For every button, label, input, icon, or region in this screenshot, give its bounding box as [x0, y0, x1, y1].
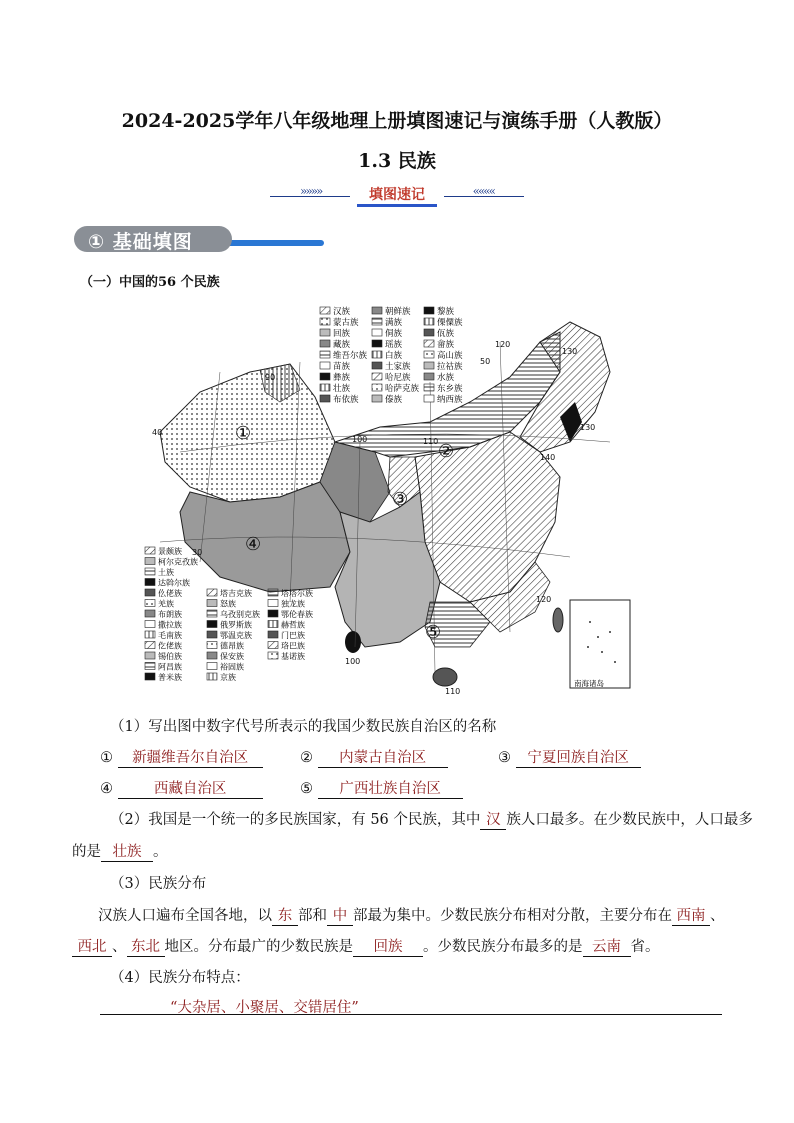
legend-swatch — [372, 384, 382, 391]
banner-underline — [357, 204, 437, 207]
legend-label: 柯尔克孜族 — [158, 557, 198, 567]
legend-swatch — [268, 652, 278, 659]
banner-arrows-right-icon: «««« — [472, 184, 494, 198]
legend-swatch — [372, 307, 382, 314]
legend-swatch — [145, 610, 155, 617]
coord-label: 50 — [480, 357, 491, 366]
legend-swatch — [145, 673, 155, 680]
legend-label: 朝鲜族 — [385, 307, 411, 317]
legend-swatch — [424, 329, 434, 336]
legend-swatch — [320, 351, 330, 358]
legend-swatch — [320, 340, 330, 347]
legend-label: 哈尼族 — [385, 373, 411, 383]
q3-text: 汉族人口遍布全国各地，以 — [98, 908, 272, 924]
legend-label: 畲族 — [437, 340, 455, 350]
map-marker-4: ④ — [245, 534, 262, 555]
question-3-title: （3）民族分布 — [110, 876, 207, 892]
answer-blank: 东北 — [127, 935, 165, 957]
map-marker-3: ③ — [392, 489, 409, 510]
legend-swatch — [268, 631, 278, 638]
q2-text: 族人口最多。在少数民族中，人口最多 — [506, 812, 753, 828]
legend-label: 满族 — [385, 318, 403, 328]
q3-text: 省。 — [630, 939, 660, 955]
answer-blank: 宁夏回族自治区 — [516, 746, 641, 768]
legend-label: 普米族 — [158, 673, 182, 682]
legend-swatch — [207, 631, 217, 638]
question-3-line-2 — [72, 935, 660, 957]
legend-label: 景颇族 — [158, 547, 182, 556]
legend-swatch — [320, 373, 330, 380]
legend-swatch — [372, 373, 382, 380]
legend-label: 撒拉族 — [158, 620, 182, 630]
legend-label: 锡伯族 — [158, 652, 182, 661]
legend-swatch — [268, 621, 278, 628]
legend-label: 塔塔尔族 — [281, 589, 313, 598]
legend-swatch — [207, 663, 217, 670]
legend-label: 东乡族 — [437, 384, 463, 394]
ethnic-map-svg — [140, 302, 640, 694]
q2-text: （2）我国是一个统一的多民族国家，有 56 个民族，其中 — [110, 812, 481, 828]
answer-blank: 壮族 — [101, 840, 153, 862]
q3-text: 地区。分布最广的少数民族是 — [164, 939, 353, 955]
legend-label: 怒族 — [220, 599, 236, 609]
legend-label: 回族 — [333, 329, 351, 339]
q3-text: 、 — [710, 908, 725, 924]
answer-num: ⑤ — [300, 781, 313, 797]
legend-swatch — [207, 642, 217, 649]
legend-label: 毛南族 — [158, 631, 182, 640]
legend-swatch — [424, 362, 434, 369]
legend-swatch — [424, 384, 434, 391]
legend-label: 布朗族 — [158, 610, 182, 619]
coord-label: 100 — [345, 657, 361, 666]
legend-swatch — [372, 340, 382, 347]
legend-label: 鄂伦春族 — [281, 610, 313, 619]
coord-label: 140 — [540, 453, 556, 462]
legend-label: 维吾尔族 — [333, 351, 368, 361]
legend-top — [320, 306, 463, 405]
legend-swatch — [207, 610, 217, 617]
legend-swatch — [268, 642, 278, 649]
section-tab-label: ① 基础填图 — [88, 231, 193, 253]
legend-label: 基诺族 — [281, 652, 305, 661]
answer-blank: 西藏自治区 — [118, 777, 263, 799]
legend-swatch — [320, 395, 330, 402]
answer-blank: 汉 — [480, 808, 506, 830]
coord-label: 110 — [423, 437, 439, 446]
coord-label: 120 — [536, 595, 552, 604]
legend-swatch — [424, 373, 434, 380]
page-title: 2024-2025学年八年级地理上册填图速记与演练手册（人教版） — [121, 110, 673, 132]
answer-blank: 广西壮族自治区 — [318, 777, 463, 799]
legend-label: 苗族 — [333, 362, 351, 372]
inset-frame — [570, 600, 630, 688]
legend-swatch — [145, 579, 155, 586]
q3-text: 。少数民族分布最多的是 — [423, 939, 583, 955]
coord-label: 90 — [265, 373, 276, 382]
legend-label: 土族 — [158, 568, 174, 577]
answer-item-3 — [498, 746, 641, 768]
legend-swatch — [268, 600, 278, 607]
legend-label: 瑶族 — [385, 340, 403, 350]
question-2-line-1 — [110, 808, 753, 830]
legend-swatch — [320, 318, 330, 325]
legend-swatch — [424, 340, 434, 347]
coord-label: 40 — [152, 428, 163, 437]
legend-label: 独龙族 — [281, 599, 305, 609]
question-1-prompt: （1）写出图中数字代号所表示的我国少数民族自治区的名称 — [110, 719, 497, 735]
legend-label: 蒙古族 — [333, 318, 359, 328]
legend-label: 达斡尔族 — [158, 578, 190, 588]
q2-text: 的是 — [72, 844, 101, 860]
legend-swatch — [320, 384, 330, 391]
legend-label: 仫佬族 — [158, 589, 182, 598]
coord-label: 130 — [562, 347, 578, 356]
legend-label: 门巴族 — [281, 631, 305, 640]
legend-label: 哈萨克族 — [385, 384, 420, 394]
legend-swatch — [145, 547, 155, 554]
legend-label: 侗族 — [385, 329, 403, 339]
legend-swatch — [145, 621, 155, 628]
answer-blank: 新疆维吾尔自治区 — [118, 746, 263, 768]
answer-item-4 — [100, 777, 263, 799]
answer-blank: 云南 — [583, 935, 631, 957]
banner-line-right — [444, 196, 524, 197]
answer-num: ③ — [498, 750, 511, 766]
answer-blank: 中 — [327, 904, 353, 926]
legend-label: 乌孜别克族 — [220, 610, 260, 619]
legend-swatch — [372, 362, 382, 369]
question-4-title: （4）民族分布特点： — [110, 970, 250, 986]
legend-label: 傈僳族 — [437, 318, 463, 328]
coord-label: 130 — [580, 423, 596, 432]
legend-swatch — [424, 318, 434, 325]
legend-swatch — [372, 351, 382, 358]
legend-label: 塔吉克族 — [220, 589, 252, 598]
legend-label: 汉族 — [333, 307, 351, 317]
legend-swatch — [145, 642, 155, 649]
legend-swatch — [372, 318, 382, 325]
ethnic-map — [140, 302, 640, 694]
legend-label: 德昂族 — [220, 641, 244, 651]
legend-swatch — [320, 307, 330, 314]
legend-label: 俄罗斯族 — [220, 620, 252, 630]
legend-swatch — [268, 610, 278, 617]
legend-swatch — [207, 621, 217, 628]
legend-label: 土家族 — [385, 362, 411, 372]
answer-num: ② — [300, 750, 313, 766]
answer-blank: 西北 — [72, 935, 112, 957]
legend-swatch — [372, 395, 382, 402]
legend-swatch — [268, 589, 278, 596]
legend-label: 黎族 — [437, 307, 455, 317]
legend-label: 壮族 — [333, 384, 351, 394]
legend-label: 阿昌族 — [158, 662, 182, 672]
legend-label: 裕固族 — [220, 662, 244, 672]
legend-label: 傣族 — [385, 395, 403, 405]
legend-swatch — [424, 395, 434, 402]
answer-blank: 西南 — [672, 904, 710, 926]
answer-blank: “大杂居、小聚居、交错居住” — [170, 1000, 359, 1016]
map-marker-5: ⑤ — [425, 622, 442, 643]
legend-swatch — [424, 307, 434, 314]
section-tab — [74, 226, 244, 252]
legend-label: 藏族 — [333, 340, 351, 350]
legend-swatch — [207, 652, 217, 659]
question-3-line-1 — [98, 904, 725, 926]
legend-swatch — [207, 589, 217, 596]
answer-num: ① — [100, 750, 113, 766]
legend-label: 珞巴族 — [281, 641, 305, 651]
answer-blank: 回族 — [353, 935, 423, 957]
legend-swatch — [145, 568, 155, 575]
legend-swatch — [207, 600, 217, 607]
answer-item-5 — [300, 777, 463, 799]
legend-swatch — [145, 600, 155, 607]
legend-label: 京族 — [220, 673, 236, 682]
question-2-line-2 — [72, 840, 168, 862]
map-marker-2: ② — [438, 441, 455, 462]
coord-label: 30 — [192, 548, 203, 557]
legend-label: 白族 — [385, 351, 403, 361]
map-marker-1: ① — [235, 423, 252, 444]
banner-label: 填图速记 — [369, 187, 425, 203]
q3-text: 部和 — [298, 908, 327, 924]
legend-label: 保安族 — [220, 652, 244, 661]
legend-swatch — [207, 673, 217, 680]
legend-swatch — [145, 631, 155, 638]
coord-label: 100 — [352, 435, 368, 444]
answer-item-1 — [100, 746, 263, 768]
legend-swatch — [145, 589, 155, 596]
legend-label: 高山族 — [437, 351, 463, 361]
banner-arrows-left-icon: »»»» — [300, 184, 322, 198]
legend-label: 布依族 — [333, 395, 359, 405]
legend-label: 水族 — [437, 373, 455, 383]
legend-swatch — [372, 329, 382, 336]
answer-blank: 东 — [272, 904, 298, 926]
section-banner — [270, 184, 524, 204]
coord-label: 120 — [495, 340, 511, 349]
legend-label: 赫哲族 — [281, 620, 305, 630]
legend-label: 鄂温克族 — [220, 631, 252, 640]
subsection-title: （一）中国的56 个民族 — [80, 275, 220, 290]
legend-label: 拉祜族 — [437, 362, 463, 372]
legend-swatch — [320, 329, 330, 336]
legend-swatch — [145, 652, 155, 659]
legend-label: 纳西族 — [437, 395, 463, 405]
inset-label: 南海诸岛 — [574, 679, 604, 688]
legend-label: 彝族 — [333, 373, 351, 383]
legend-label: 佤族 — [437, 329, 455, 339]
answer-blank: 内蒙古自治区 — [318, 746, 448, 768]
legend-swatch — [145, 558, 155, 565]
q3-text: 、 — [112, 939, 127, 955]
lesson-title: 1.3 民族 — [358, 150, 436, 172]
legend-label: 仡佬族 — [158, 641, 182, 651]
q2-text: 。 — [153, 844, 168, 860]
legend-swatch — [424, 351, 434, 358]
answer-num: ④ — [100, 781, 113, 797]
question-4-answer-line — [100, 996, 722, 1015]
answer-item-2 — [300, 746, 448, 768]
coord-label: 110 — [445, 687, 461, 694]
legend-label: 羌族 — [158, 599, 174, 609]
q3-text: 部最为集中。少数民族分布相对分散，主要分布在 — [353, 908, 672, 924]
legend-swatch — [145, 663, 155, 670]
legend-swatch — [320, 362, 330, 369]
